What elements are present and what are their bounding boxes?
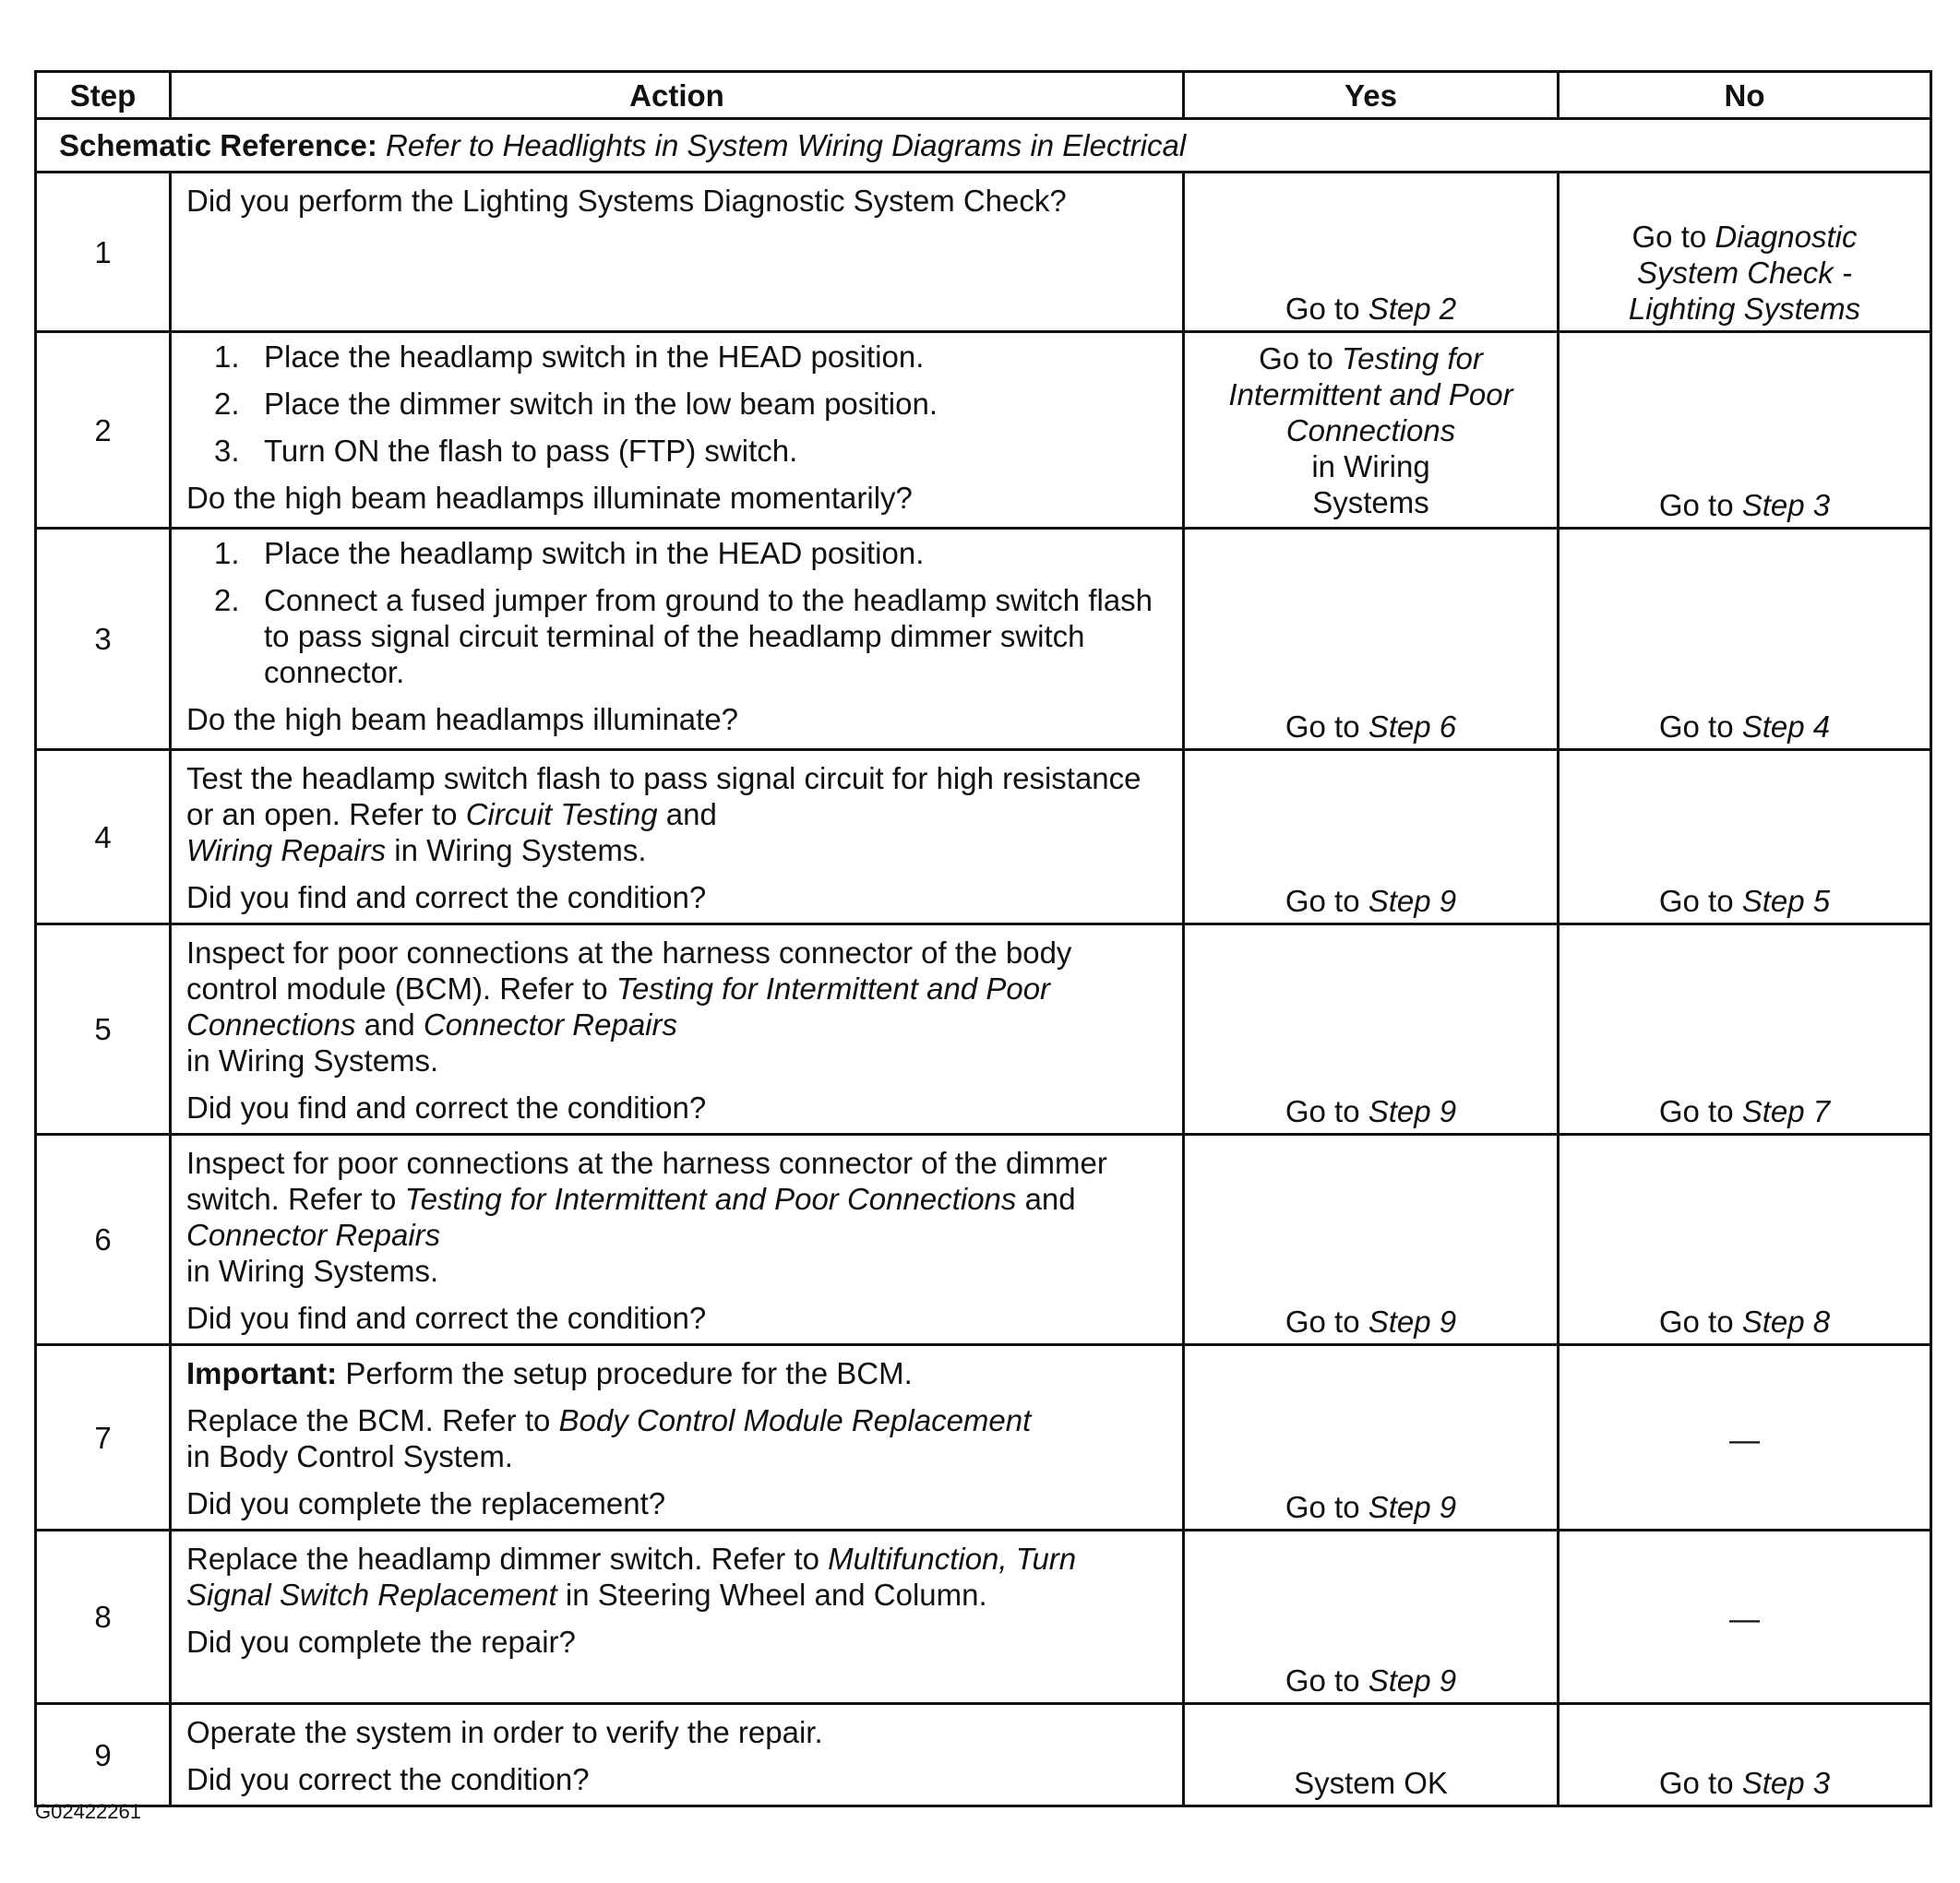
yes-prefix: Go to [1259, 341, 1342, 375]
no-dash: — [1729, 1422, 1760, 1457]
table-row [36, 924, 1931, 1135]
action-question: Did you complete the repair? [186, 1625, 576, 1659]
action-sentence: Test the headlamp switch flash to pass signal circuit for high resistance or an open. Refer to [186, 761, 1141, 831]
action-cell [171, 924, 1184, 1135]
header-no: No [1559, 72, 1931, 119]
step-number: 2 [36, 332, 171, 529]
no-link[interactable]: Step 5 [1741, 884, 1831, 918]
list-item [186, 535, 1167, 571]
list-item [186, 339, 1167, 375]
list-number: 2. [214, 583, 240, 617]
action-sentence: Replace the headlamp dimmer switch. Refer to [186, 1542, 829, 1576]
yes-prefix: Go to [1285, 1490, 1368, 1524]
action-sentence: Replace the BCM. Refer to [186, 1403, 559, 1437]
figure-code: G02422261 [35, 1800, 141, 1823]
yes-cell [1184, 1135, 1559, 1345]
yes-cell [1184, 924, 1559, 1135]
yes-link[interactable]: Step 6 [1368, 709, 1457, 744]
yes-link[interactable]: Connections [1285, 413, 1456, 447]
reference-link[interactable]: Circuit Testing [465, 797, 658, 831]
schematic-reference [36, 119, 1931, 173]
header-step: Step [36, 72, 171, 119]
action-sentence: Inspect for poor connections at the harness connector of the dimmer switch. Refer to [186, 1146, 1107, 1216]
action-text [186, 1402, 1167, 1474]
reference-link[interactable]: Wiring Repairs [186, 833, 387, 867]
action-sentence: in Body Control System. [186, 1439, 513, 1473]
no-prefix: Go to [1658, 1766, 1742, 1800]
action-question: Did you find and correct the condition? [186, 1301, 707, 1335]
action-cell [171, 1345, 1184, 1531]
reference-link[interactable]: Connector Repairs [423, 1007, 677, 1042]
action-sentence: in Wiring Systems. [186, 1254, 439, 1288]
action-cell [171, 173, 1184, 332]
table-row [36, 332, 1931, 529]
yes-link[interactable]: Step 9 [1368, 884, 1457, 918]
action-cell [171, 1531, 1184, 1704]
yes-cell [1184, 750, 1559, 924]
action-sentence: in Wiring Systems. [386, 833, 647, 867]
list-number: 1. [214, 536, 240, 570]
important-note [186, 1355, 1167, 1391]
action-cell [171, 529, 1184, 750]
no-prefix: Go to [1658, 1305, 1742, 1339]
list-text: Place the headlamp switch in the HEAD position. [264, 340, 925, 374]
schematic-row [36, 119, 1931, 173]
no-cell [1559, 1531, 1931, 1704]
no-cell [1559, 173, 1931, 332]
no-link[interactable]: Step 3 [1741, 488, 1831, 522]
yes-link[interactable]: Step 2 [1368, 292, 1457, 326]
no-cell [1559, 924, 1931, 1135]
schematic-text: Refer to Headlights in System Wiring Diagrams in Electrical [386, 128, 1187, 162]
reference-link[interactable]: Connector Repairs [186, 1218, 441, 1252]
list-item [186, 433, 1167, 469]
table-row [36, 1135, 1931, 1345]
table-row [36, 173, 1931, 332]
action-sentence: and [355, 1007, 424, 1042]
yes-cell [1184, 173, 1559, 332]
yes-prefix: Go to [1285, 1094, 1368, 1128]
step-number: 6 [36, 1135, 171, 1345]
yes-link[interactable]: Testing for [1342, 341, 1483, 375]
no-prefix: Go to [1658, 884, 1742, 918]
no-cell [1559, 1135, 1931, 1345]
action-cell [171, 332, 1184, 529]
action-question: Do the high beam headlamps illuminate momentarily? [186, 481, 913, 515]
action-list [186, 339, 1167, 469]
yes-prefix: Go to [1285, 884, 1368, 918]
yes-prefix: Go to [1285, 1663, 1368, 1698]
yes-cell [1184, 332, 1559, 529]
step-number: 4 [36, 750, 171, 924]
list-item [186, 386, 1167, 422]
list-number: 2. [214, 387, 240, 421]
step-number: 9 [36, 1704, 171, 1806]
yes-link[interactable]: Step 9 [1368, 1663, 1457, 1698]
step-number: 1 [36, 173, 171, 332]
yes-cell [1184, 1345, 1559, 1531]
list-item [186, 582, 1167, 690]
yes-prefix: Go to [1285, 1305, 1368, 1339]
action-question: Did you perform the Lighting Systems Diagnostic System Check? [186, 184, 1067, 218]
table-row [36, 1345, 1931, 1531]
table-row [36, 1704, 1931, 1806]
no-link[interactable]: Diagnostic [1715, 220, 1858, 254]
yes-link[interactable]: Step 9 [1368, 1490, 1457, 1524]
action-sentence: and [657, 797, 717, 831]
action-list [186, 535, 1167, 690]
no-link[interactable]: Step 8 [1741, 1305, 1831, 1339]
action-question: Did you find and correct the condition? [186, 1090, 707, 1125]
table-row [36, 750, 1931, 924]
no-cell [1559, 1704, 1931, 1806]
list-text: Connect a fused jumper from ground to the headlamp switch flash to pass signal circuit terminal of the headlamp dimmer switch connector. [264, 583, 1153, 689]
step-number: 5 [36, 924, 171, 1135]
action-sentence: and [1016, 1182, 1076, 1216]
reference-link[interactable]: Testing for Intermittent and Poor Connections [404, 1182, 1017, 1216]
no-link[interactable]: Lighting Systems [1628, 292, 1861, 326]
action-sentence: in Wiring Systems. [186, 1043, 439, 1078]
schematic-label: Schematic Reference: [59, 128, 377, 162]
table-row [36, 529, 1931, 750]
list-number: 3. [214, 434, 240, 468]
yes-cell [1184, 529, 1559, 750]
action-question: Did you complete the replacement? [186, 1486, 666, 1520]
action-text [186, 1145, 1167, 1289]
yes-cell [1184, 1704, 1559, 1806]
action-text [186, 760, 1167, 868]
header-action: Action [171, 72, 1184, 119]
yes-prefix: Go to [1285, 292, 1368, 326]
action-question: Did you find and correct the condition? [186, 880, 707, 914]
no-cell [1559, 750, 1931, 924]
important-label: Important: [186, 1356, 338, 1390]
header-row [36, 72, 1931, 119]
action-text: Operate the system in order to verify the repair. [186, 1715, 823, 1749]
list-text: Place the dimmer switch in the low beam position. [264, 387, 938, 421]
yes-suffix: Systems [1312, 485, 1429, 519]
step-number: 3 [36, 529, 171, 750]
action-cell [171, 1135, 1184, 1345]
diagnostic-table [34, 70, 1932, 1807]
reference-link[interactable]: Testing for Intermittent and Poor Connections [186, 971, 1051, 1042]
no-prefix: Go to [1631, 220, 1715, 254]
no-prefix: Go to [1658, 488, 1742, 522]
list-text: Place the headlamp switch in the HEAD position. [264, 536, 925, 570]
no-cell [1559, 332, 1931, 529]
list-text: Turn ON the flash to pass (FTP) switch. [264, 434, 798, 468]
no-link[interactable]: Step 3 [1741, 1766, 1831, 1800]
yes-link[interactable]: Step 9 [1368, 1305, 1457, 1339]
no-cell [1559, 529, 1931, 750]
yes-prefix: Go to [1285, 709, 1368, 744]
yes-link[interactable]: Intermittent and Poor [1228, 377, 1513, 411]
yes-text: System OK [1294, 1766, 1448, 1800]
action-question: Do the high beam headlamps illuminate? [186, 702, 739, 736]
no-prefix: Go to [1658, 709, 1742, 744]
action-sentence: Inspect for poor connections at the harness connector of the body control module (BCM). Refer to [186, 936, 1072, 1006]
no-link[interactable]: System Check - [1637, 256, 1852, 290]
step-number: 7 [36, 1345, 171, 1531]
action-text [186, 935, 1167, 1079]
no-dash: — [1729, 1602, 1760, 1636]
reference-link[interactable]: Multifunction, Turn Signal Switch Replacement [186, 1542, 1077, 1612]
step-number: 8 [36, 1531, 171, 1704]
table-row [36, 1531, 1931, 1704]
list-number: 1. [214, 340, 240, 374]
no-cell [1559, 1345, 1931, 1531]
important-text: Perform the setup procedure for the BCM. [337, 1356, 913, 1390]
header-yes: Yes [1184, 72, 1559, 119]
reference-link[interactable]: Body Control Module Replacement [558, 1403, 1032, 1437]
action-text [186, 1541, 1167, 1613]
action-cell [171, 1704, 1184, 1806]
yes-cell [1184, 1531, 1559, 1704]
no-link[interactable]: Step 7 [1741, 1094, 1831, 1128]
no-link[interactable]: Step 4 [1741, 709, 1831, 744]
yes-suffix: in Wiring [1311, 449, 1430, 483]
action-cell [171, 750, 1184, 924]
no-prefix: Go to [1658, 1094, 1742, 1128]
action-sentence: in Steering Wheel and Column. [556, 1578, 987, 1612]
action-question: Did you correct the condition? [186, 1762, 590, 1796]
yes-link[interactable]: Step 9 [1368, 1094, 1457, 1128]
